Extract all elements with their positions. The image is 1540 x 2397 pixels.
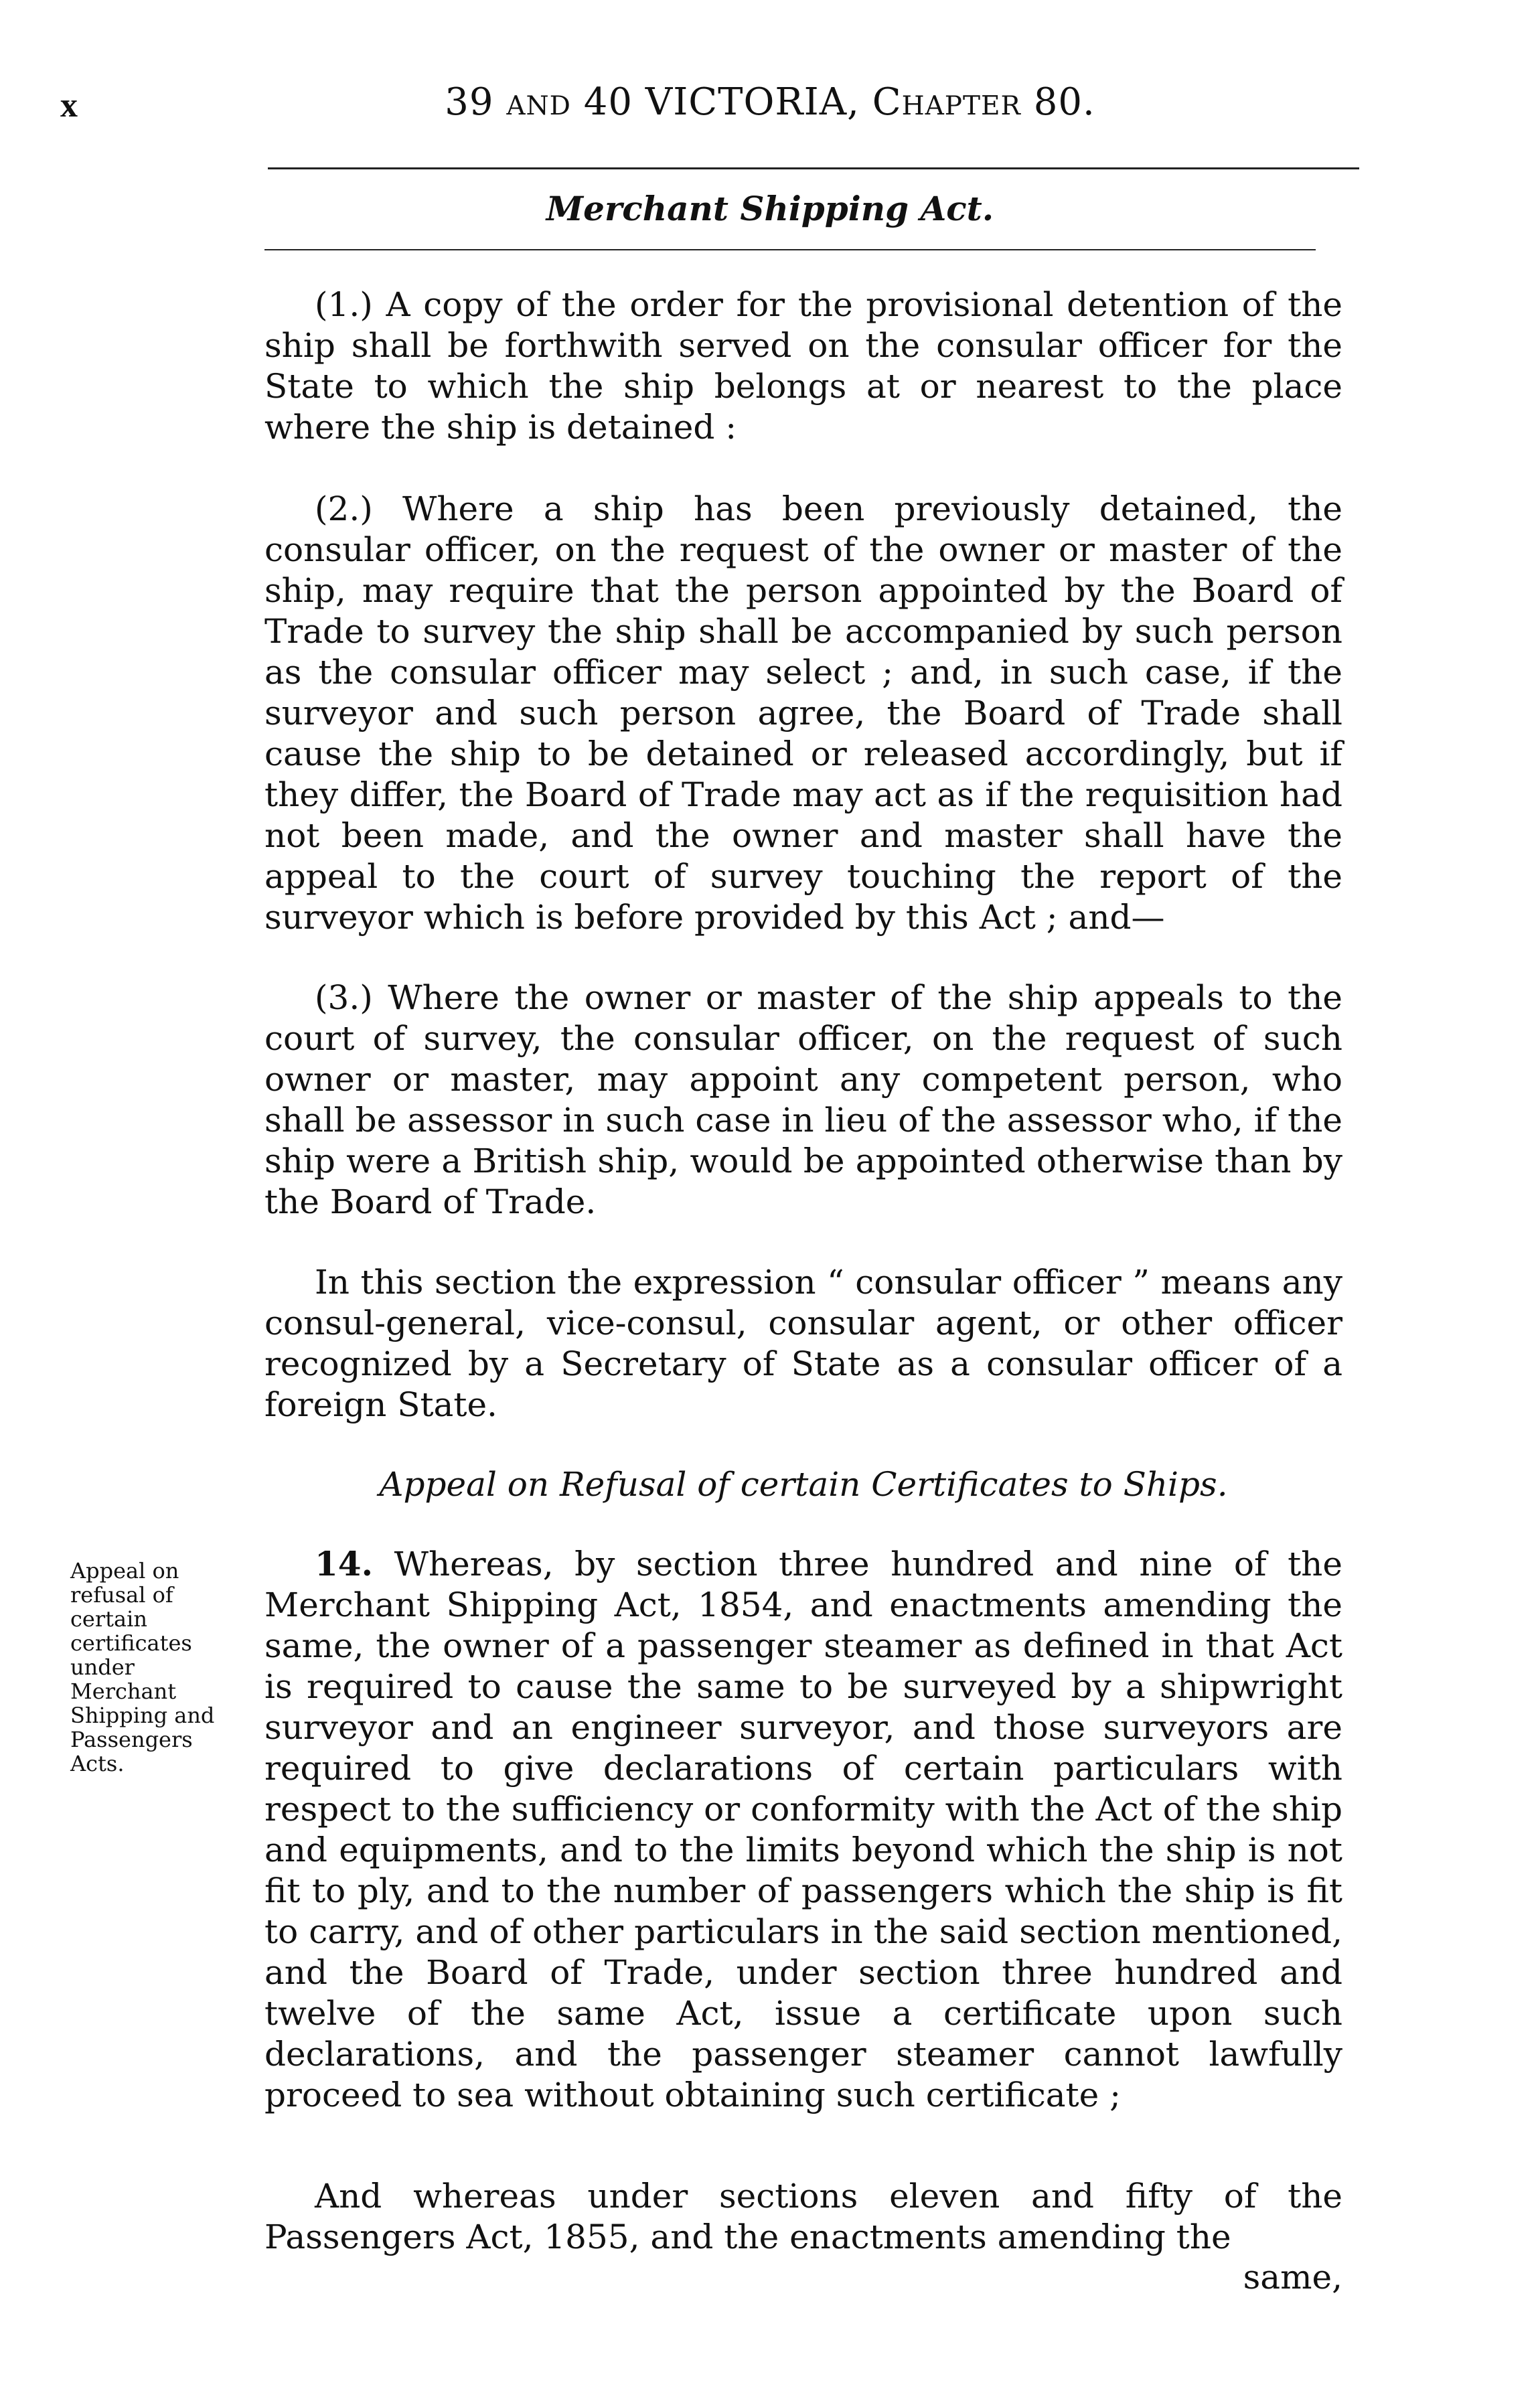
title-rule (264, 249, 1316, 250)
section-14-text: Whereas, by section three hundred and nine of the Merchant Shipping Act, 1854, and enactments amending the same, the owner of a passenger steamer as defined in that Act is required to cause the same to be surveyed by a shipwright surveyor and an engineer surveyor, and those surveyors are required to give declarations of certain particulars with respect to the sufficiency or conformity with the Act of the ship and equipments, and to the limits beyond which the ship is not fit to ply, and to the number of passengers which the ship is fit to carry, and of other particulars in the said section mentioned, and the Board of Trade, under section three hundred and twelve of the same Act, issue a certificate upon such declarations, and the passenger steamer cannot lawfully proceed to sea without obtaining such certificate ; (264, 1545, 1342, 2114)
running-header (0, 80, 1540, 124)
final-paragraph (264, 2176, 1342, 2258)
paragraph-4 (264, 1262, 1342, 1425)
top-rule (268, 167, 1359, 169)
paragraph-2-text: (2.) Where a ship has been previously detained, the consular officer, on the request of the owner or master of the ship, may require that the person appointed by the Board of Trade to survey the ship shall be accompanied by such person as the consular officer may select ; and, in such case, if the surveyor and such person agree, the Board of Trade shall cause the ship to be detained or released accordingly, but if they differ, the Board of Trade may act as if the requisition had not been made, and the owner and master shall have the appeal to the court of survey touching the report of the surveyor which is before provided by this Act ; and— (264, 489, 1342, 937)
marginal-note: Appeal on refusal of certain certificates under Merchant Shipping and Passengers Acts. (70, 1558, 215, 1776)
regnal-suffix: 40 VICTORIA, (583, 80, 860, 124)
act-title: Merchant Shipping Act. (546, 189, 994, 228)
and-word: and (506, 80, 571, 124)
paragraph-1 (264, 285, 1342, 448)
paragraph-3 (264, 978, 1342, 1223)
catchword: same, (1243, 2258, 1342, 2297)
paragraph-2 (264, 489, 1342, 938)
chapter-number: 80. (1033, 80, 1095, 124)
chapter-word: Chapter (872, 80, 1021, 124)
final-paragraph-text: And whereas under sections eleven and fifty of the Passengers Act, 1855, and the enactments amending the (264, 2177, 1342, 2256)
paragraph-4-text: In this section the expression “ consular officer ” means any consul-general, vice-consul, consular agent, or other officer recognized by a Secretary of State as a consular officer of a foreign State. (264, 1263, 1342, 1424)
section-heading: Appeal on Refusal of certain Certificates to Ships. (379, 1465, 1228, 1504)
section-14 (264, 1543, 1342, 2116)
paragraph-3-text: (3.) Where the owner or master of the ship appeals to the court of survey, the consular officer, on the request of such owner or master, may appoint any competent person, who shall be assessor in such case in lieu of the assessor who, if the ship were a British ship, would be appointed otherwise than by the Board of Trade. (264, 978, 1342, 1221)
section-14-paragraph (264, 1543, 1342, 2116)
regnal-prefix: 39 (445, 80, 494, 124)
page-number: x (60, 86, 78, 125)
paragraph-1-text: (1.) A copy of the order for the provisional detention of the ship shall be forthwith served on the consular officer for the State to which the ship belongs at or nearest to the place where the ship is detained : (264, 285, 1342, 447)
section-number: 14. (315, 1544, 373, 1583)
